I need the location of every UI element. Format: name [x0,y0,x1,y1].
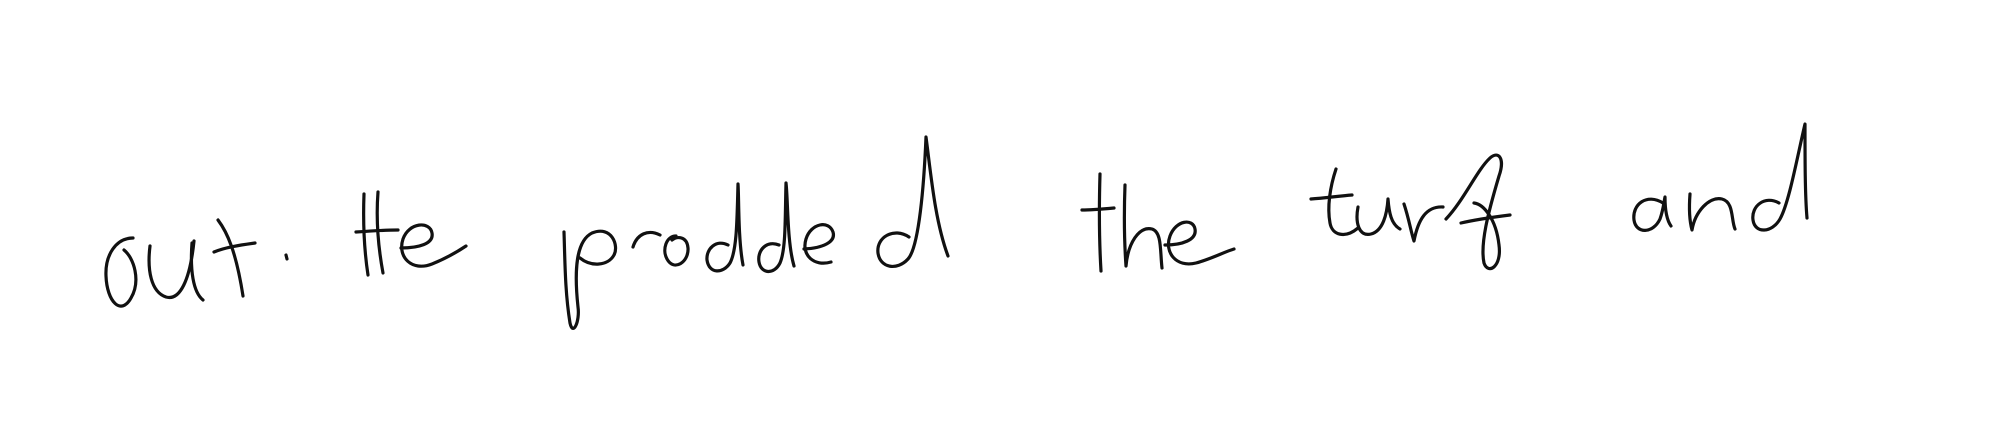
word-out [106,220,287,306]
word-he [356,192,466,275]
word-and [1634,124,1807,230]
word-the [1082,174,1234,271]
word-turf [1311,155,1510,269]
word-prodded [564,137,948,328]
